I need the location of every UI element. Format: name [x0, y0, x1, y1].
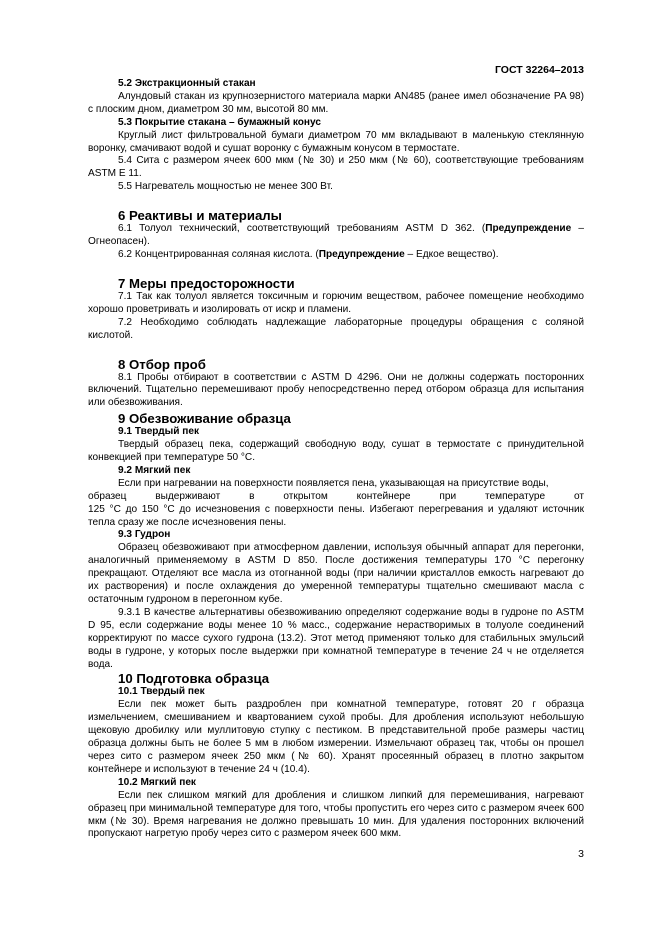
section-6-1-text: 6.1 Толуол технический, соответствующий требованиям ASTM D 362. (Предупреждение – Огнеопасен). [88, 223, 584, 248]
section-9-1-text: Твердый образец пека, содержащий свободную воду, сушат в термостате с принудительной конвекцией при температуре 50 °С. [88, 439, 584, 464]
section-10-2-text: Если пек слишком мягкий для дробления и слишком липкий для перемешивания, нагревают образец при минимальной температуре для того, чтобы пропустить его через сито с размером ячеек 600 мкм (№ 30). Время нагревания не должно превышать 10 мин. Для удаления посторонних включений пропускают нагретую пробу через сито с размером ячеек 600 мкм. [88, 789, 584, 840]
section-9-2-text-rest: 125 °С до 150 °С до исчезновения с поверхности пены. Избегают перегревания и удаляют источник тепла сразу же после исчезновения пены. [88, 503, 584, 528]
section-9-2-text-line1: Если при нагревании на поверхности появляется пена, указывающая на присутствие воды, [118, 477, 549, 489]
section-8-1-text: 8.1 Пробы отбирают в соответствии с ASTM D 4296. Они не должны содержать посторонних включений. Тщательно перемешивают пробу непосредственно перед отбором образца для испытания или обезвоживания. [88, 371, 584, 409]
section-5-3-text: Круглый лист фильтровальной бумаги диаметром 70 мм вкладывают в маленькую стеклянную воронку, смачивают водой и сушат воронку с бумажным конусом в термостате. [88, 129, 584, 154]
warning-label: Предупреждение [318, 248, 405, 260]
section-5-4-text: 5.4 Сита с размером ячеек 600 мкм (№ 30) и 250 мкм (№ 60), соответствующие требованиям ASTM E 11. [88, 155, 584, 180]
section-5-2-title: 5.2 Экстракционный стакан [118, 78, 256, 89]
section-10-1-title: 10.1 Твердый пек [118, 686, 205, 698]
document-body [88, 78, 584, 841]
page-number: 3 [578, 848, 584, 860]
section-10-2-title: 10.2 Мягкий пек [118, 776, 196, 788]
section-9-3-text: Образец обезвоживают при атмосферном давлении, используя обычный аппарат для перегонки, аналогичный применяемому в ASTM D 850. После достижения температуры 170 °С перегонку прекращают. Отделяют все масла из отогнанной воды (при наличии кристаллов емкость нагревают до их растворения) и после охлаждения до умеренной температуры тщательно смешивают масла с остаточным гудроном в перегонном кубе. [88, 542, 584, 605]
section-6-heading: 6 Реактивы и материалы [118, 208, 282, 224]
section-9-3-1-text: 9.3.1 В качестве альтернативы обезвоживанию определяют содержание воды в гудроне по ASTM D 95, если содержание воды менее 10 % масс., содержание нерастворимых в толуоле соединений корректируют по массе сухого гудрона (13.2). Этот метод применяют только для стабильных эмульсий воды в гудроне, у которых после выдержки при комнатной температуре в течение 24 ч не отделяется вода. [88, 606, 584, 670]
standard-header: ГОСТ 32264–2013 [494, 64, 584, 76]
section-9-heading: 9 Обезвоживание образца [118, 411, 291, 427]
section-5-3-title: 5.3 Покрытие стакана – бумажный конус [118, 116, 321, 128]
section-10-1-text: Если пек может быть раздроблен при комнатной температуре, готовят 20 г образца измельчением, смешиванием и квартованием сухой пробы. Для дробления используют небольшую щековую дробилку или муллитовую ступку с пестиком. В представительной пробе размеры частиц образца должны быть не более 5 мм в любом измерении. Измельчают образец так, чтобы он прошел через сито с размером ячеек 250 мкм (№ 60). Хранят просеянный образец в плотно закрытом контейнере и используют в течение 24 ч (10.4). [88, 699, 584, 775]
section-10-heading: 10 Подготовка образца [118, 671, 270, 687]
section-5-5-text: 5.5 Нагреватель мощностью не менее 300 Вт. [118, 181, 333, 193]
section-9-2-spread-line: образец выдерживают в открытом контейнере при температуре от [88, 490, 584, 502]
section-9-3-title: 9.3 Гудрон [118, 529, 171, 541]
warning-label: Предупреждение [485, 223, 572, 235]
section-7-heading: 7 Меры предосторожности [118, 275, 295, 291]
section-7-2-text: 7.2 Необходимо соблюдать надлежащие лабораторные процедуры обращения с соляной кислотой. [88, 316, 584, 341]
section-7-1-text: 7.1 Так как толуол является токсичным и горючим веществом, рабочее помещение необходимо хорошо проветривать и изолировать от искр и пламени. [88, 290, 584, 315]
section-5-2-text: Алундовый стакан из крупнозернистого материала марки AN485 (ранее имел обозначение PA 98) с плоским дном, диаметром 30 мм, высотой 80 мм. [88, 90, 584, 115]
section-9-1-title: 9.1 Твердый пек [118, 426, 200, 438]
section-9-2-title: 9.2 Мягкий пек [118, 464, 191, 476]
section-6-2-text: 6.2 Концентрированная соляная кислота. (Предупреждение – Едкое вещество). [118, 248, 499, 260]
section-8-heading: 8 Отбор проб [118, 356, 206, 372]
